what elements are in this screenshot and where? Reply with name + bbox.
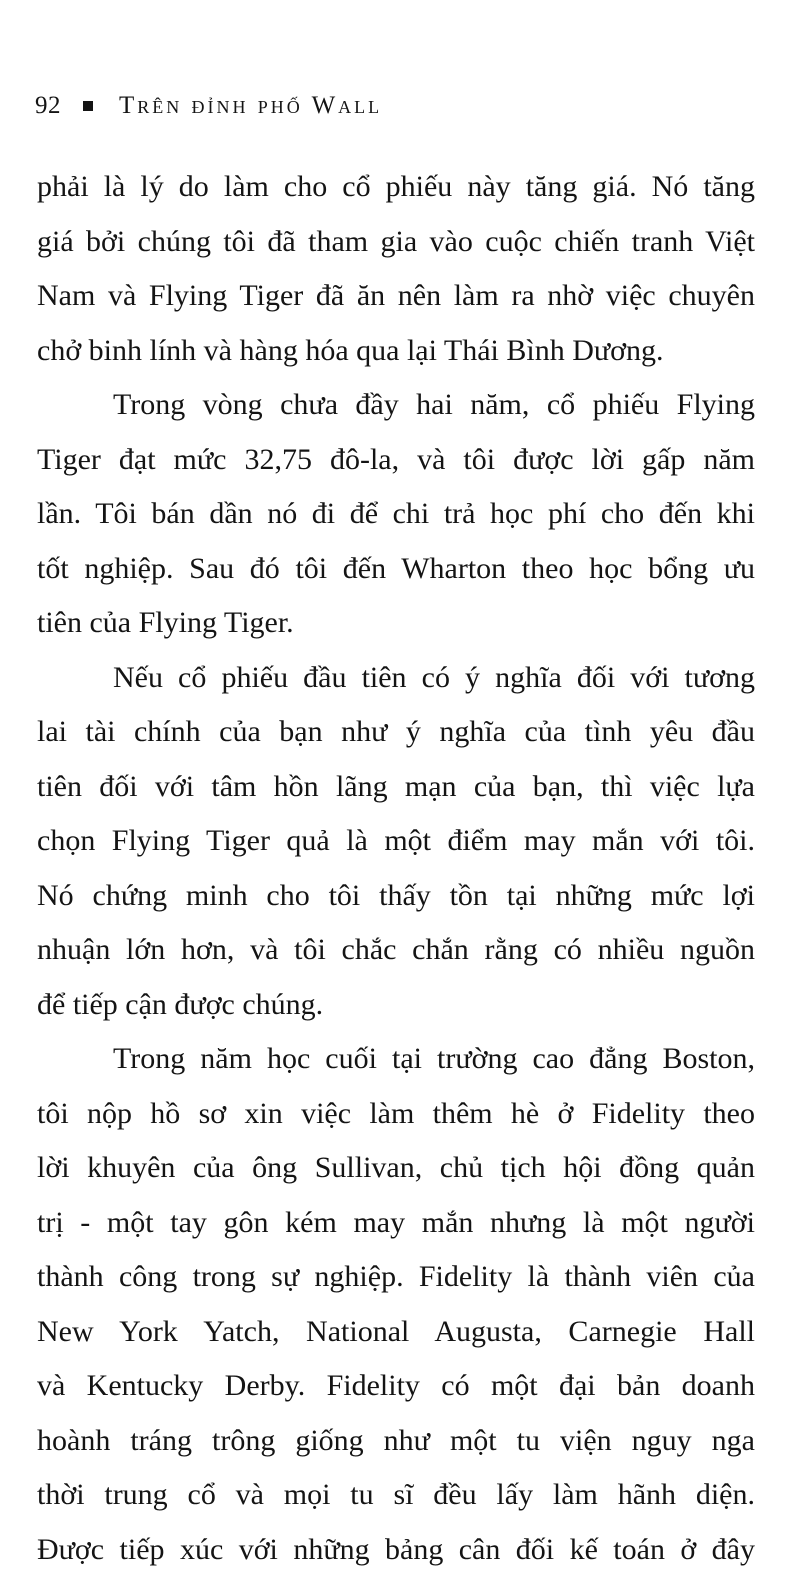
- text-line: lần. Tôi bán dần nó đi để chi trả học phí cho đến khi: [37, 497, 755, 530]
- body-text: [37, 160, 755, 1577]
- text-line: lai tài chính của bạn như ý nghĩa của tình yêu đầu: [37, 715, 755, 748]
- paragraph: [37, 378, 755, 651]
- text-line: nhuận lớn hơn, và tôi chắc chắn rằng có nhiều nguồn: [37, 933, 755, 966]
- paragraph: [37, 651, 755, 1033]
- text-line: chọn Flying Tiger quả là một điểm may mắn với tôi.: [37, 824, 755, 857]
- text-line: lời khuyên của ông Sullivan, chủ tịch hội đồng quản: [37, 1151, 755, 1184]
- text-line: để tiếp cận được chúng.: [37, 987, 324, 1021]
- text-line: thành công trong sự nghiệp. Fidelity là thành viên của: [37, 1260, 755, 1293]
- text-line: Tiger đạt mức 32,75 đô-la, và tôi được lời gấp năm: [37, 442, 755, 476]
- text-line: Nếu cổ phiếu đầu tiên có ý nghĩa đối với tương: [113, 660, 755, 694]
- square-bullet-icon: [83, 101, 93, 111]
- text-line: và Kentucky Derby. Fidelity có một đại bản doanh: [37, 1369, 755, 1402]
- text-line: thời trung cổ và mọi tu sĩ đều lấy làm hãnh diện.: [37, 1478, 755, 1511]
- paragraph: [37, 160, 755, 378]
- text-line: Trong năm học cuối tại trường cao đẳng Boston,: [113, 1042, 755, 1075]
- running-header: [35, 86, 382, 126]
- text-line: phải là lý do làm cho cổ phiếu này tăng giá. Nó tăng: [37, 170, 755, 203]
- page-number: 92: [35, 92, 61, 119]
- paragraph: [37, 1032, 755, 1577]
- text-line: Nó chứng minh cho tôi thấy tồn tại những mức lợi: [37, 878, 755, 912]
- text-line: tôi nộp hồ sơ xin việc làm thêm hè ở Fidelity theo: [37, 1096, 755, 1130]
- book-title: Trên đỉnh phố Wall: [119, 92, 383, 119]
- text-line: Trong vòng chưa đầy hai năm, cổ phiếu Flying: [113, 388, 755, 421]
- text-line: tiên của Flying Tiger.: [37, 606, 294, 639]
- text-line: tiên đối với tâm hồn lãng mạn của bạn, thì việc lựa: [37, 769, 755, 803]
- text-line: Nam và Flying Tiger đã ăn nên làm ra nhờ việc chuyên: [37, 279, 755, 312]
- text-line: Được tiếp xúc với những bảng cân đối kế toán ở đây: [37, 1532, 755, 1566]
- text-line: chở binh lính và hàng hóa qua lại Thái Bình Dương.: [37, 333, 664, 367]
- text-line: tốt nghiệp. Sau đó tôi đến Wharton theo học bổng ưu: [37, 551, 755, 585]
- text-line: giá bởi chúng tôi đã tham gia vào cuộc chiến tranh Việt: [37, 224, 755, 258]
- text-line: trị - một tay gôn kém may mắn nhưng là một người: [37, 1205, 755, 1239]
- text-line: New York Yatch, National Augusta, Carnegie Hall: [37, 1314, 755, 1348]
- text-line: hoành tráng trông giống như một tu viện nguy nga: [37, 1423, 755, 1457]
